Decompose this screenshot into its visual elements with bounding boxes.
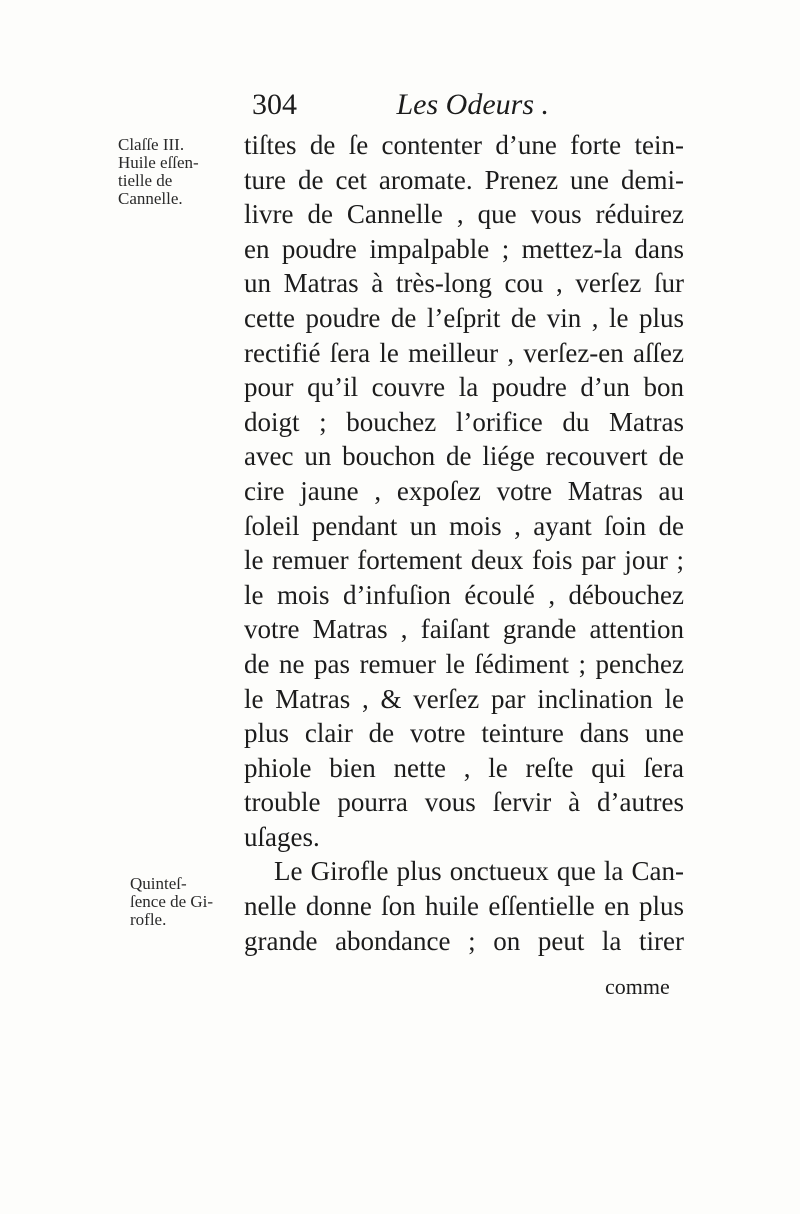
paragraph-cannelle	[244, 128, 684, 854]
text-line: cire jaune , expoſez votre Matras au	[244, 475, 684, 506]
text-line: livre de Cannelle , que vous réduirez	[244, 199, 684, 230]
catchword: comme	[605, 974, 670, 999]
text-line: rectifié ſera le meilleur , verſez-en aſſez	[244, 337, 684, 368]
page-header	[252, 88, 549, 122]
text-line: uſages.	[244, 821, 320, 852]
text-line: grande abondance ; on peut la tirer	[244, 925, 684, 956]
text-line: le remuer fortement deux fois par jour ;	[244, 545, 684, 576]
margin-note-cannelle	[118, 136, 246, 208]
text-line: Le Girofle plus onctueux que la Can-	[274, 856, 684, 887]
text-line: pour qu’il couvre la poudre d’un bon	[244, 372, 684, 403]
text-line: en poudre impalpable ; mettez-la dans	[244, 233, 684, 264]
text-line: le Matras , & verſez par inclination le	[244, 683, 684, 714]
margin-note-line: Claſſe III.	[118, 135, 185, 154]
text-line: doigt ; bouchez l’orifice du Matras	[244, 406, 684, 437]
margin-note-line: ſence de Gi-	[130, 892, 214, 911]
text-line: ture de cet aromate. Prenez une demi-	[244, 164, 684, 195]
text-line: tiſtes de ſe contenter d’une forte tein-	[244, 130, 684, 160]
text-line: trouble pourra vous ſervir à d’autres	[244, 787, 684, 818]
margin-note-line: rofle.	[130, 910, 167, 929]
text-line: plus clair de votre teinture dans une	[244, 718, 684, 749]
text-line: cette poudre de l’eſprit de vin , le plus	[244, 302, 684, 333]
margin-note-line: tielle de	[118, 171, 173, 190]
text-line: un Matras à très-long cou , verſez ſur	[244, 268, 684, 299]
text-line: le mois d’infuſion écoulé , débouchez	[244, 579, 684, 610]
margin-note-line: Cannelle.	[118, 189, 183, 208]
margin-note-line: Huile eſſen-	[118, 153, 199, 172]
running-title: Les Odeurs .	[396, 88, 550, 121]
text-line: nelle donne ſon huile eſſentielle en plus	[244, 891, 684, 922]
body-text	[244, 128, 684, 958]
text-line: avec un bouchon de liége recouvert de	[244, 441, 684, 472]
text-line: de ne pas remuer le ſédiment ; penchez	[244, 648, 684, 679]
text-line: phiole bien nette , le reſte qui ſera	[244, 752, 684, 783]
margin-note-girofle	[130, 875, 258, 929]
paragraph-girofle	[244, 854, 684, 958]
margin-note-line: Quinteſ-	[130, 874, 187, 893]
text-line: ſoleil pendant un mois , ayant ſoin de	[244, 510, 684, 541]
page-number: 304	[252, 88, 297, 121]
text-line: votre Matras , faiſant grande attention	[244, 614, 684, 645]
